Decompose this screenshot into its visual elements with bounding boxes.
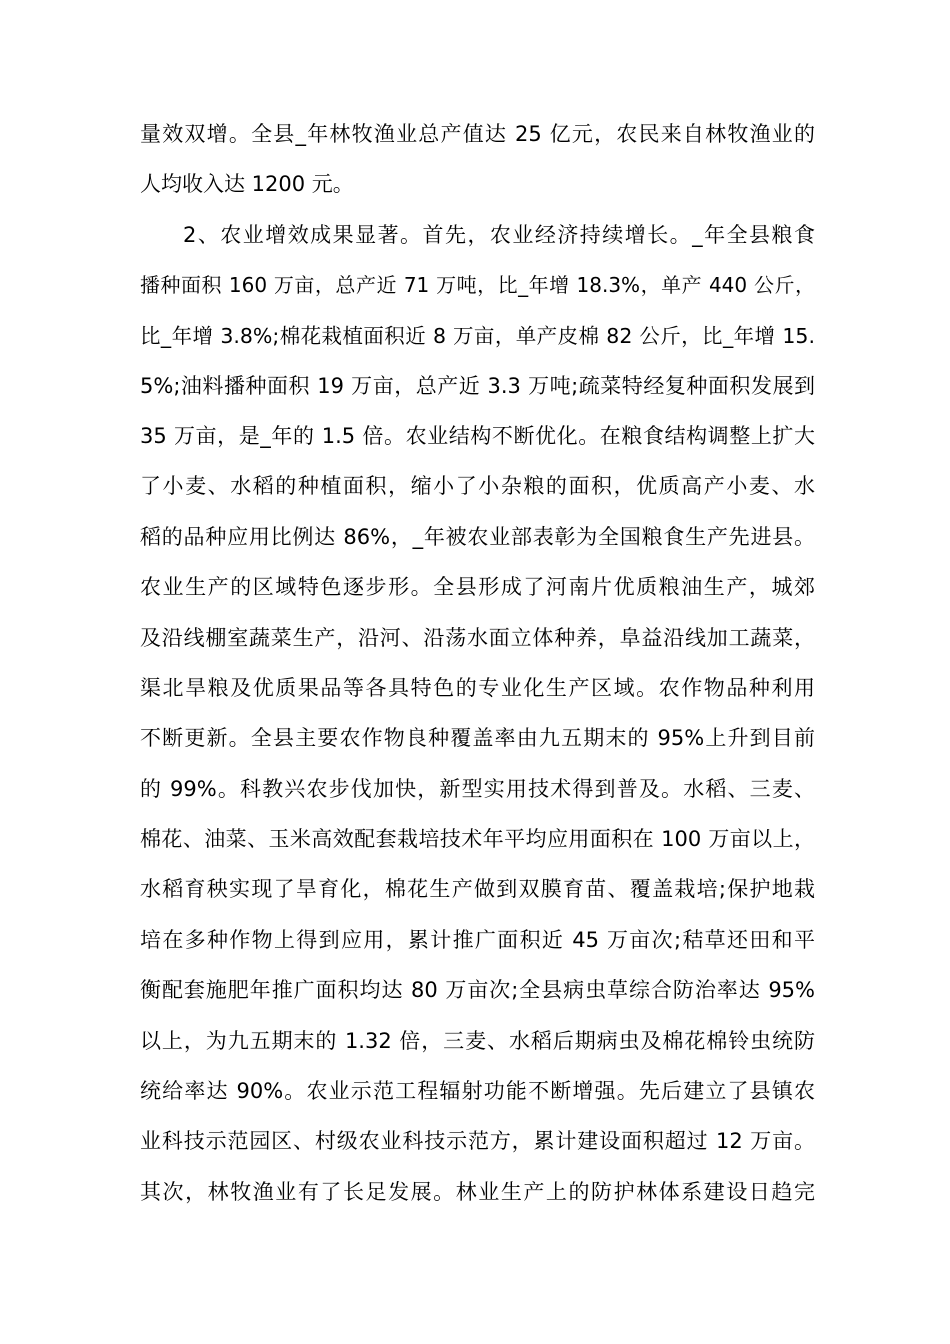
text-line: 稻的品种应用比例达 86%，_年被农业部表彰为全国粮食生产先进县。 [140, 525, 815, 549]
text-line: 渠北旱粮及优质果品等各具特色的专业化生产区域。农作物品种利用 [140, 676, 815, 700]
text-line: 了小麦、水稻的种植面积，缩小了小杂粮的面积，优质高产小麦、水 [140, 474, 815, 498]
text-line: 播种面积 160 万亩，总产近 71 万吨，比_年增 18.3%，单产 440 公斤， [140, 273, 815, 297]
text-line: 农业生产的区域特色逐步形。全县形成了河南片优质粮油生产，城郊 [140, 575, 815, 599]
text-line: 35 万亩，是_年的 1.5 倍。农业结构不断优化。在粮食结构调整上扩大 [140, 424, 815, 448]
text-line: 衡配套施肥年推广面积均达 80 万亩次;全县病虫草综合防治率达 95% [140, 978, 815, 1002]
text-line: 不断更新。全县主要农作物良种覆盖率由九五期末的 95%上升到目前 [140, 726, 815, 750]
text-line: 业科技示范园区、村级农业科技示范方，累计建设面积超过 12 万亩。 [140, 1129, 815, 1153]
text-line: 比_年增 3.8%;棉花栽植面积近 8 万亩，单产皮棉 82 公斤，比_年增 15. [140, 324, 815, 348]
text-line: 5%;油料播种面积 19 万亩，总产近 3.3 万吨;疏菜特经复种面积发展到 [140, 374, 815, 398]
text-line: 以上，为九五期末的 1.32 倍，三麦、水稻后期病虫及棉花棉铃虫统防 [140, 1029, 815, 1053]
paragraph-start-line: 2、农业增效成果显著。首先，农业经济持续增长。_年全县粮食 [183, 223, 815, 247]
text-line: 水稻育秧实现了旱育化，棉花生产做到双膜育苗、覆盖栽培;保护地栽 [140, 877, 815, 901]
text-line: 的 99%。科教兴农步伐加快，新型实用技术得到普及。水稻、三麦、 [140, 777, 815, 801]
text-line: 及沿线棚室蔬菜生产，沿河、沿荡水面立体种养，阜益沿线加工蔬菜， [140, 626, 815, 650]
text-line: 量效双增。全县_年林牧渔业总产值达 25 亿元，农民来自林牧渔业的 [140, 122, 815, 146]
text-line: 培在多种作物上得到应用，累计推广面积近 45 万亩次;秸草还田和平 [140, 928, 815, 952]
text-line: 人均收入达 1200 元。 [140, 172, 354, 196]
text-line: 棉花、油菜、玉米高效配套栽培技术年平均应用面积在 100 万亩以上， [140, 827, 815, 851]
text-line: 其次，林牧渔业有了长足发展。林业生产上的防护林体系建设日趋完 [140, 1180, 815, 1204]
text-line: 统给率达 90%。农业示范工程辐射功能不断增强。先后建立了县镇农 [140, 1079, 815, 1103]
